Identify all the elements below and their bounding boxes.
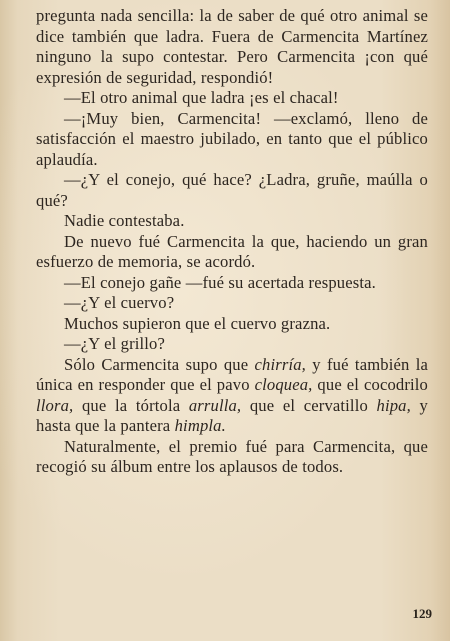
paragraph xyxy=(36,232,428,273)
text-run: —El otro animal que ladra ¡es el chacal! xyxy=(64,88,339,107)
text-run: que el cervatillo xyxy=(241,395,377,415)
text-run: De nuevo fué Carmencita la que, haciendo un gran esfuerzo de memoria, se acordó. xyxy=(36,231,428,271)
text-run: Naturalmente, el premio fué para Carmencita, que recogió su álbum entre los aplausos de todos. xyxy=(36,436,428,476)
page-body-text xyxy=(36,6,428,478)
text-run: que la tórtola xyxy=(73,395,189,415)
paragraph xyxy=(36,293,428,314)
text-run: Sólo Carmencita supo que xyxy=(64,354,255,374)
paragraph xyxy=(36,88,428,109)
page-number: 129 xyxy=(412,606,432,621)
text-run: —¿Y el grillo? xyxy=(64,334,166,353)
text-run: Muchos supieron que el cuervo grazna. xyxy=(64,313,331,333)
italic-text-run: hipa, xyxy=(376,395,411,415)
paragraph xyxy=(36,314,428,335)
italic-text-run: arrulla, xyxy=(188,395,242,415)
text-run: Nadie contestaba. xyxy=(64,211,185,230)
text-run: —¿Y el conejo, qué hace? ¿Ladra, gruñe, maúlla o qué? xyxy=(36,170,428,210)
italic-text-run: chirría, xyxy=(254,354,306,374)
paragraph xyxy=(36,170,428,211)
italic-text-run: llora, xyxy=(36,395,74,415)
paragraph xyxy=(36,211,428,232)
italic-text-run: cloquea, xyxy=(254,375,313,394)
text-run: y fué también la única en responder que el pavo xyxy=(36,354,429,394)
text-run: que el cocodrilo xyxy=(312,375,428,394)
paragraph xyxy=(36,334,428,355)
paragraph xyxy=(36,109,428,171)
text-run: —¡Muy bien, Carmencita! —exclamó, lleno de satisfacción el maestro jubilado, en tanto que el público aplaudía. xyxy=(36,108,428,169)
italic-text-run: himpla. xyxy=(174,416,226,435)
text-run: y hasta que la pantera xyxy=(36,395,428,435)
text-run: —El conejo gañe —fué su acertada respuesta. xyxy=(64,272,376,292)
paragraph xyxy=(36,355,428,437)
paragraph xyxy=(36,273,428,294)
text-run: —¿Y el cuervo? xyxy=(64,293,175,312)
paragraph xyxy=(36,437,428,478)
text-run: pregunta nada sencilla: la de saber de qué otro animal se dice también que ladra. Fuera de Carmencita Martínez ninguno la supo contestar. Pero Carmencita ¡con qué expresión de seguridad, respondió! xyxy=(36,6,428,87)
paragraph xyxy=(36,6,428,88)
